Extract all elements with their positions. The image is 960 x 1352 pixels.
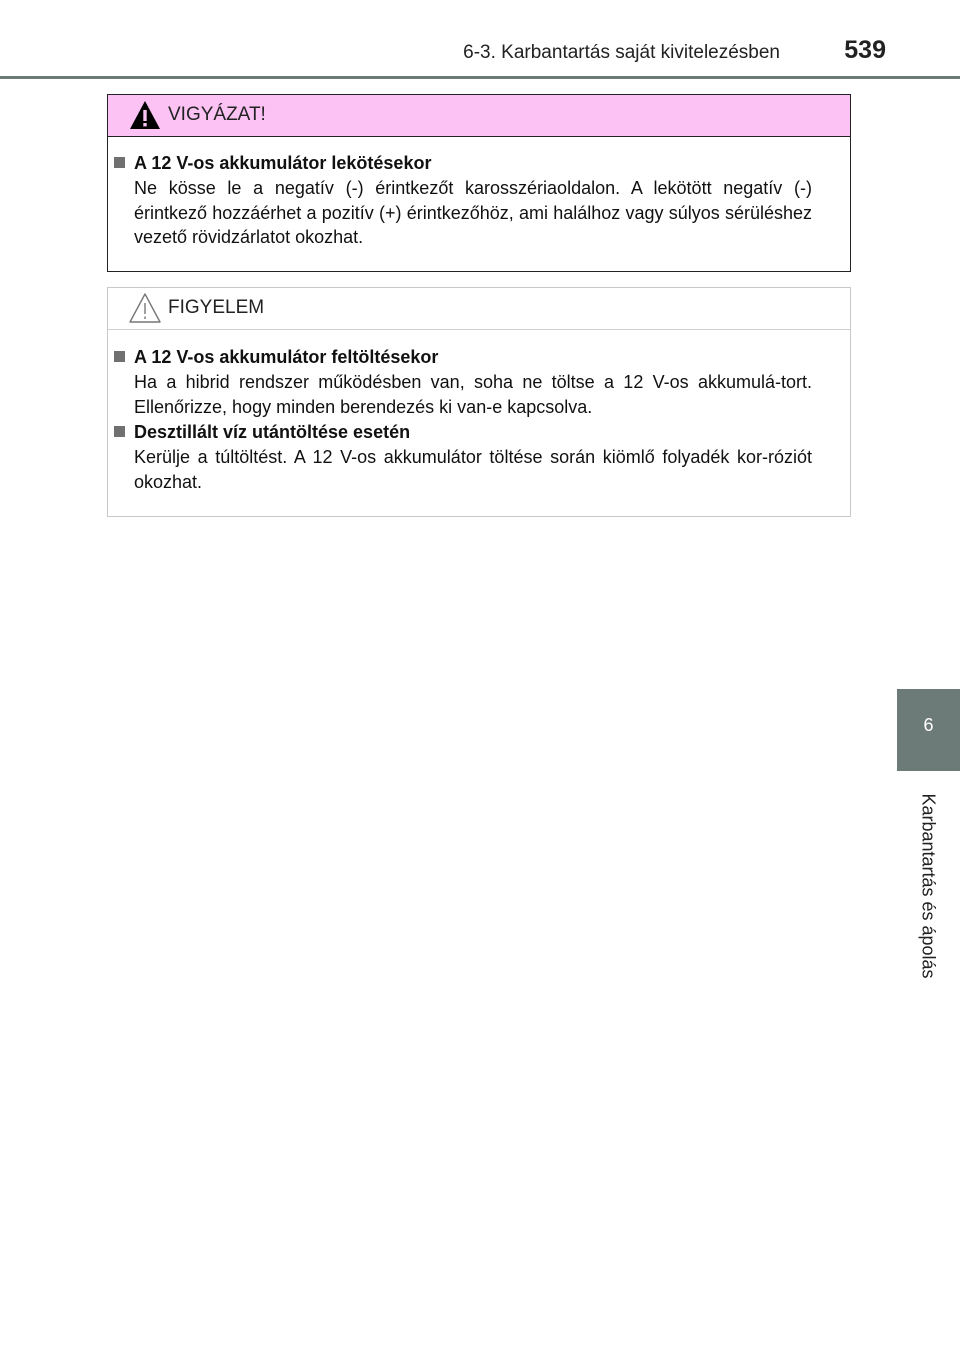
notice-item-title: Desztillált víz utántöltése esetén (134, 422, 411, 442)
section-title: 6-3. Karbantartás saját kivitelezésben (463, 42, 780, 63)
caution-item-title: A 12 V-os akkumulátor lekötésekor (134, 153, 432, 173)
chapter-title: Karbantartás és ápolás (918, 793, 939, 979)
bullet-square (114, 157, 125, 168)
notice-box (107, 287, 851, 517)
notice-item-text: Kerülje a túltöltést. A 12 V-os akkumulátor töltése során kiömlő folyadék kor-róziót okozhat. (134, 447, 812, 492)
header-divider (0, 76, 960, 79)
caution-label: VIGYÁZAT! (168, 104, 266, 125)
bullet-square (114, 426, 125, 437)
caution-box-header (108, 95, 850, 137)
notice-item-text: Ha a hibrid rendszer működésben van, soha ne töltse a 12 V-os akkumulá-tort. Ellenőrizze, hogy minden berendezés ki van-e kapcsolva. (134, 372, 812, 417)
notice-item-title: A 12 V-os akkumulátor feltöltésekor (134, 347, 439, 367)
notice-label: FIGYELEM (168, 297, 265, 318)
warning-triangle-filled-icon (128, 99, 162, 131)
warning-triangle-outline-icon (128, 292, 162, 324)
caution-box (107, 94, 851, 272)
chapter-side-label (910, 784, 946, 988)
page-number: 539 (844, 36, 886, 64)
notice-box-header (108, 288, 850, 330)
chapter-tab (897, 689, 960, 771)
chapter-number: 6 (923, 715, 934, 735)
caution-item-text: Ne kösse le a negatív (-) érintkezőt karosszériaoldalon. A lekötött negatív (-) érintkező hozzáérhet a pozitív (+) érintkezőhöz, ami halálhoz vagy súlyos sérüléshez vezető rövidzárlatot okozhat. (134, 178, 812, 247)
bullet-square (114, 351, 125, 362)
